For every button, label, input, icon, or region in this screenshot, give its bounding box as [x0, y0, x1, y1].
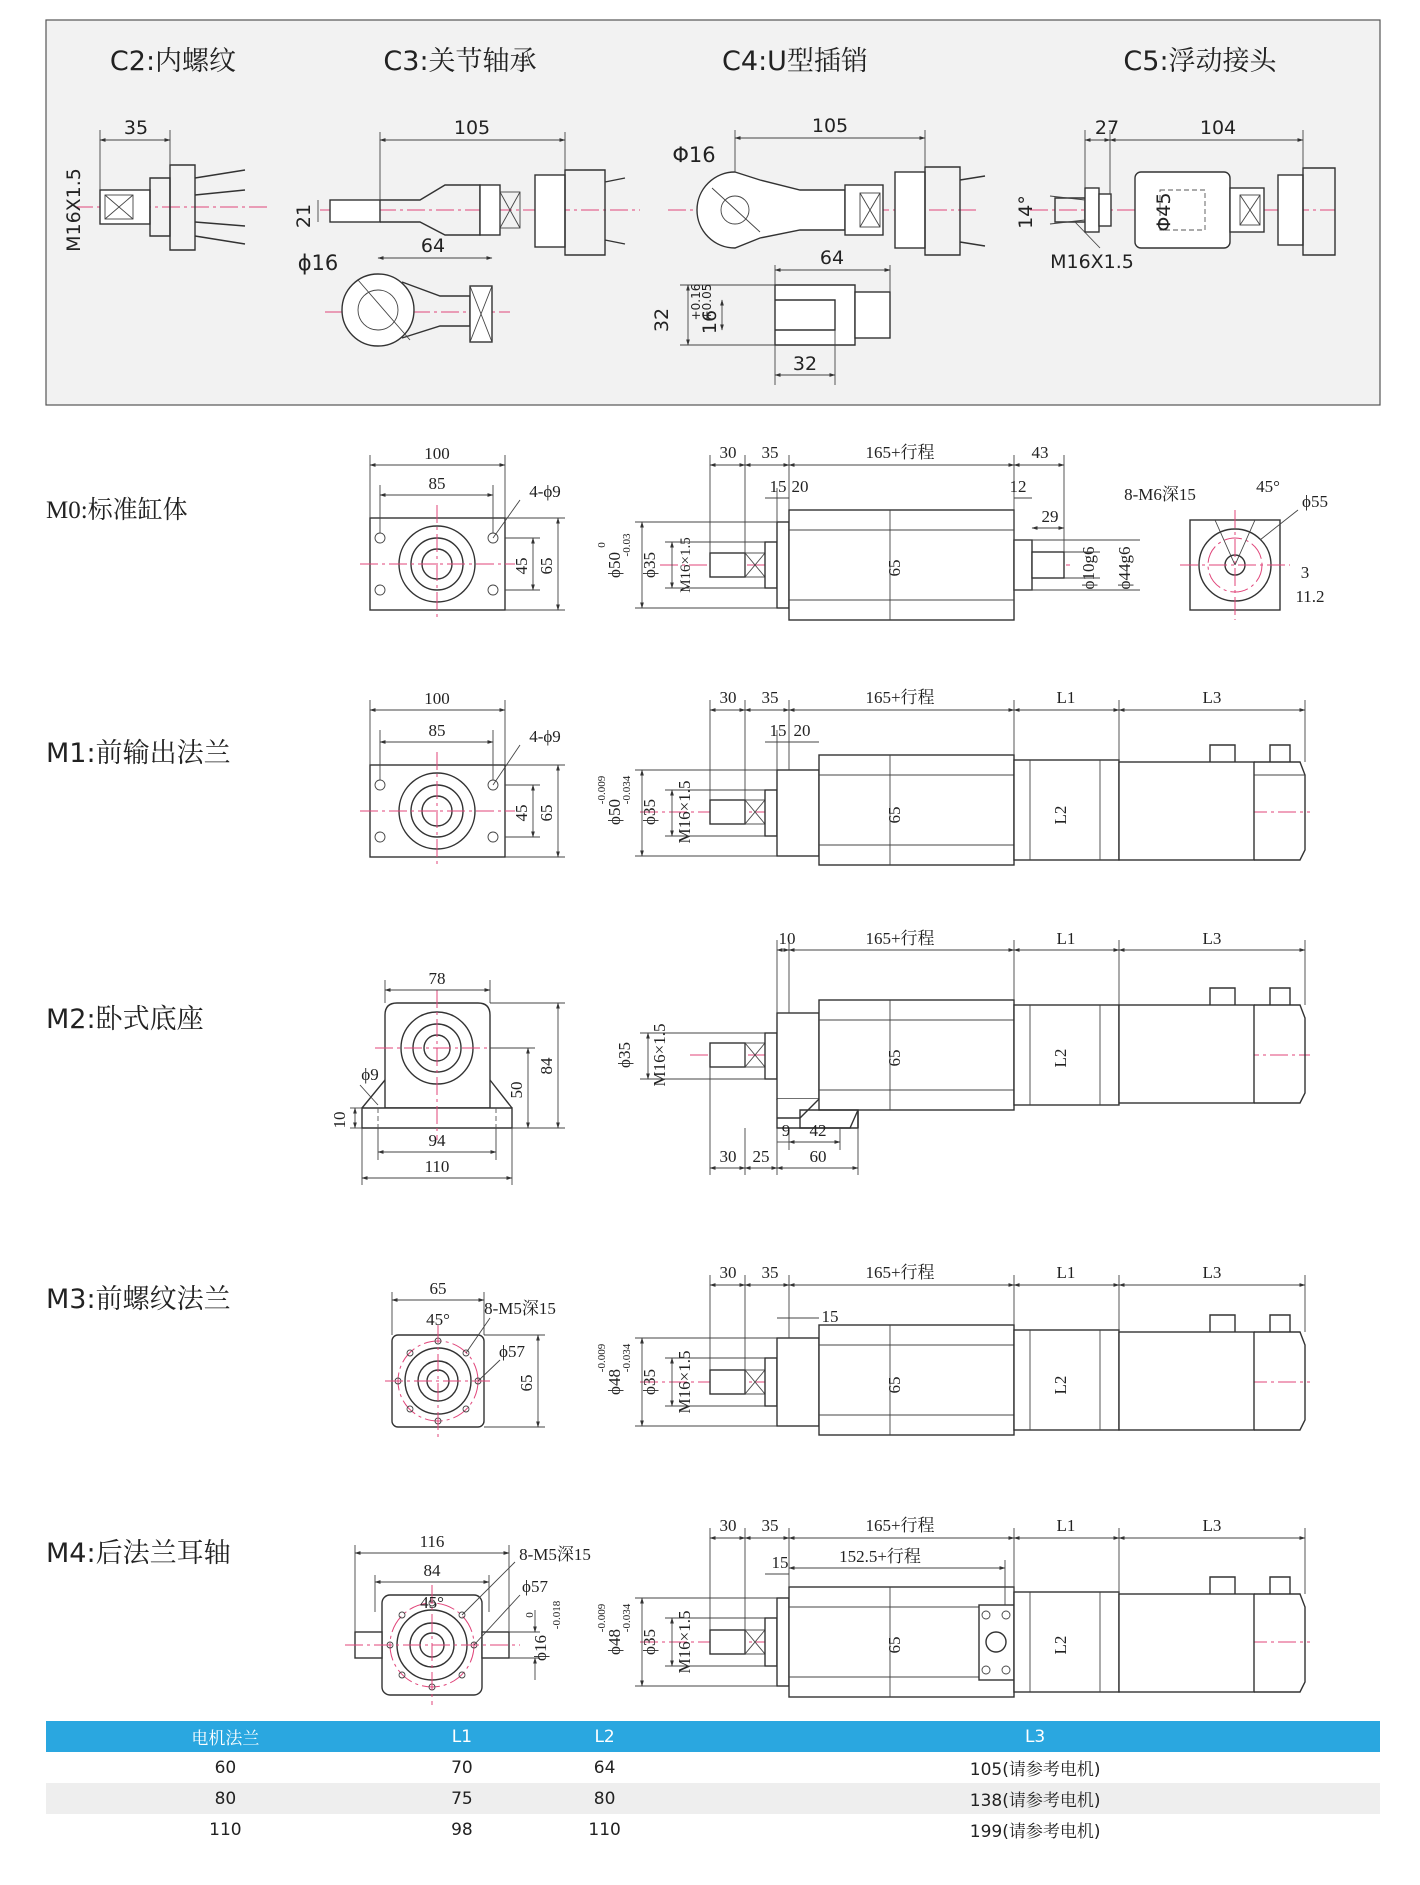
- svg-text:L3: L3: [1202, 929, 1222, 948]
- c5-title: C5:浮动接头: [1123, 46, 1277, 77]
- svg-text:65: 65: [537, 557, 556, 575]
- svg-text:84: 84: [423, 1561, 441, 1580]
- svg-text:45: 45: [512, 804, 531, 822]
- table-cell: 138(请参考电机): [690, 1783, 1380, 1814]
- svg-text:0: 0: [596, 542, 608, 548]
- svg-text:-0.034: -0.034: [621, 775, 633, 805]
- svg-text:ϕ9: ϕ9: [361, 1065, 379, 1084]
- header-l1: L1: [405, 1721, 519, 1752]
- m0-standard-cylinder: [46, 443, 1328, 620]
- m1-front-flange: [46, 688, 1310, 867]
- svg-text:15: 15: [771, 1553, 789, 1572]
- svg-text:9: 9: [781, 1121, 791, 1140]
- svg-text:15: 15: [821, 1307, 839, 1326]
- table-row: [46, 1814, 1380, 1845]
- svg-text:14°: 14°: [1015, 195, 1037, 229]
- svg-text:-0.018: -0.018: [551, 1600, 563, 1630]
- svg-text:ϕ35: ϕ35: [640, 799, 659, 825]
- table-row: [46, 1752, 1380, 1783]
- motor-flange-dimension-table: [46, 1721, 1380, 1845]
- svg-text:100: 100: [424, 689, 450, 708]
- svg-text:ϕ55: ϕ55: [1302, 492, 1328, 511]
- c3-title: C3:关节轴承: [383, 46, 537, 77]
- svg-text:85: 85: [428, 474, 446, 493]
- svg-text:8-M5深15: 8-M5深15: [484, 1299, 556, 1318]
- svg-text:L3: L3: [1202, 688, 1222, 707]
- svg-text:M16×1.5: M16×1.5: [675, 1350, 694, 1414]
- table-cell: 199(请参考电机): [969, 1822, 1101, 1842]
- svg-text:8-M6深15: 8-M6深15: [1124, 485, 1196, 504]
- svg-text:L1: L1: [1056, 1263, 1076, 1282]
- table-cell: 60: [214, 1757, 237, 1778]
- svg-text:65: 65: [429, 1279, 447, 1298]
- svg-text:65: 65: [885, 1636, 904, 1654]
- svg-text:32: 32: [651, 307, 673, 333]
- svg-text:-0.009: -0.009: [596, 1343, 608, 1373]
- svg-text:10: 10: [778, 929, 796, 948]
- m4-label: M4:后法兰耳轴: [46, 1538, 231, 1569]
- svg-text:L1: L1: [1056, 1516, 1076, 1535]
- svg-text:-0.009: -0.009: [596, 1603, 608, 1633]
- svg-text:15: 15: [769, 721, 787, 740]
- svg-text:8-M5深15: 8-M5深15: [519, 1545, 591, 1564]
- svg-text:78: 78: [428, 969, 446, 988]
- table-row: [46, 1783, 1380, 1814]
- m0-label: M0:标准缸体: [46, 497, 188, 524]
- svg-text:165+行程: 165+行程: [865, 1263, 935, 1282]
- svg-text:30: 30: [719, 1516, 737, 1535]
- svg-text:43: 43: [1031, 443, 1049, 462]
- svg-text:11.2: 11.2: [1295, 587, 1325, 606]
- svg-text:L1: L1: [1056, 688, 1076, 707]
- svg-text:64: 64: [819, 247, 845, 269]
- svg-text:104: 104: [1199, 117, 1237, 139]
- table-header-row: [46, 1721, 1380, 1752]
- svg-text:Φ16: Φ16: [672, 143, 716, 167]
- svg-text:65: 65: [517, 1374, 536, 1392]
- svg-text:116: 116: [419, 1532, 445, 1551]
- svg-text:65: 65: [885, 559, 904, 577]
- svg-text:-0.034: -0.034: [621, 1603, 633, 1633]
- svg-text:27: 27: [1094, 117, 1120, 139]
- svg-text:15: 15: [769, 477, 787, 496]
- svg-text:105: 105: [811, 115, 849, 137]
- header-l2: L2: [519, 1721, 690, 1752]
- table-cell: 110: [209, 1819, 242, 1840]
- svg-text:L3: L3: [1202, 1263, 1222, 1282]
- svg-text:65: 65: [537, 804, 556, 822]
- svg-text:M16×1.5: M16×1.5: [675, 780, 694, 844]
- svg-text:L2: L2: [1051, 1375, 1070, 1395]
- svg-text:45°: 45°: [1256, 477, 1280, 496]
- svg-text:ϕ57: ϕ57: [522, 1577, 548, 1596]
- svg-text:50: 50: [507, 1081, 526, 1099]
- svg-text:20: 20: [793, 721, 811, 740]
- svg-text:30: 30: [719, 1147, 737, 1166]
- svg-text:64: 64: [420, 235, 446, 257]
- svg-text:165+行程: 165+行程: [865, 1516, 935, 1535]
- m4-rear-flange-trunnion: [46, 1516, 1310, 1705]
- svg-text:35: 35: [123, 117, 149, 139]
- c2-title: C2:内螺纹: [109, 46, 237, 77]
- svg-text:105: 105: [453, 117, 491, 139]
- svg-text:45: 45: [512, 557, 531, 575]
- svg-text:165+行程: 165+行程: [865, 443, 935, 462]
- svg-text:35: 35: [761, 1263, 779, 1282]
- table-cell: 80: [519, 1783, 690, 1814]
- m3-front-thread-flange: [46, 1263, 1310, 1438]
- svg-text:12: 12: [1009, 477, 1027, 496]
- svg-text:+0.05: +0.05: [700, 283, 714, 321]
- svg-text:-0.034: -0.034: [621, 1343, 633, 1373]
- svg-text:4-ϕ9: 4-ϕ9: [529, 482, 561, 501]
- svg-text:M16X1.5: M16X1.5: [1050, 251, 1134, 273]
- svg-text:ϕ35: ϕ35: [640, 1369, 659, 1395]
- table-cell: 98: [451, 1819, 473, 1840]
- svg-text:65: 65: [885, 806, 904, 824]
- svg-text:ϕ48: ϕ48: [605, 1629, 624, 1655]
- svg-text:ϕ50: ϕ50: [605, 552, 624, 578]
- svg-text:152.5+行程: 152.5+行程: [839, 1547, 921, 1566]
- svg-text:ϕ16: ϕ16: [531, 1635, 550, 1661]
- svg-text:ϕ48: ϕ48: [605, 1369, 624, 1395]
- m2-label: M2:卧式底座: [46, 1004, 204, 1035]
- svg-text:110: 110: [424, 1157, 450, 1176]
- svg-text:L2: L2: [1051, 1048, 1070, 1068]
- svg-text:45°: 45°: [426, 1310, 450, 1329]
- svg-text:L2: L2: [1051, 1635, 1070, 1655]
- svg-text:32: 32: [792, 353, 818, 375]
- svg-text:165+行程: 165+行程: [865, 688, 935, 707]
- svg-text:16: 16: [699, 309, 721, 335]
- header-l3: L3: [690, 1721, 1380, 1752]
- c4-title: C4:U型插销: [722, 46, 868, 77]
- svg-text:65: 65: [885, 1376, 904, 1394]
- svg-text:-0.03: -0.03: [621, 533, 633, 557]
- table-cell: 75: [405, 1783, 519, 1814]
- svg-text:L3: L3: [1202, 1516, 1222, 1535]
- svg-text:25: 25: [752, 1147, 770, 1166]
- svg-text:21: 21: [293, 203, 315, 229]
- svg-text:30: 30: [719, 688, 737, 707]
- svg-text:3: 3: [1300, 563, 1310, 582]
- m3-label: M3:前螺纹法兰: [46, 1284, 231, 1315]
- svg-text:M16X1.5: M16X1.5: [63, 168, 85, 252]
- svg-text:60: 60: [809, 1147, 827, 1166]
- svg-text:35: 35: [761, 1516, 779, 1535]
- svg-text:M16×1.5: M16×1.5: [678, 537, 694, 593]
- svg-text:ϕ35: ϕ35: [640, 1629, 659, 1655]
- svg-text:85: 85: [428, 721, 446, 740]
- header-motor-flange: 电机法兰: [46, 1721, 405, 1752]
- svg-text:Φ45: Φ45: [1153, 192, 1175, 232]
- svg-text:ϕ50: ϕ50: [605, 799, 624, 825]
- svg-text:100: 100: [424, 444, 450, 463]
- svg-text:29: 29: [1041, 507, 1059, 526]
- svg-text:ϕ16: ϕ16: [297, 251, 339, 275]
- svg-text:ϕ44g6: ϕ44g6: [1115, 546, 1134, 590]
- table-cell: 110: [588, 1819, 621, 1840]
- m1-label: M1:前输出法兰: [46, 738, 231, 769]
- svg-text:84: 84: [537, 1057, 556, 1075]
- svg-text:35: 35: [761, 443, 779, 462]
- svg-text:L1: L1: [1056, 929, 1076, 948]
- svg-text:ϕ57: ϕ57: [499, 1342, 525, 1361]
- table-cell: 105(请参考电机): [969, 1760, 1101, 1780]
- svg-text:+0.16: +0.16: [689, 283, 703, 321]
- svg-text:M16×1.5: M16×1.5: [650, 1023, 669, 1087]
- svg-text:94: 94: [428, 1131, 446, 1150]
- svg-text:M16×1.5: M16×1.5: [675, 1610, 694, 1674]
- svg-text:30: 30: [719, 443, 737, 462]
- svg-text:-0.009: -0.009: [596, 775, 608, 805]
- m2-horizontal-base: [46, 929, 1310, 1185]
- svg-text:ϕ35: ϕ35: [640, 552, 659, 578]
- svg-text:0: 0: [524, 1612, 536, 1618]
- svg-text:35: 35: [761, 688, 779, 707]
- svg-text:65: 65: [885, 1049, 904, 1067]
- svg-text:L2: L2: [1051, 805, 1070, 825]
- svg-text:20: 20: [791, 477, 809, 496]
- svg-text:45°: 45°: [420, 1593, 444, 1612]
- svg-text:ϕ10g6: ϕ10g6: [1079, 546, 1098, 590]
- svg-text:10: 10: [330, 1111, 349, 1129]
- table-cell: 80: [46, 1783, 405, 1814]
- svg-text:165+行程: 165+行程: [865, 929, 935, 948]
- svg-text:4-ϕ9: 4-ϕ9: [529, 727, 561, 746]
- svg-text:ϕ35: ϕ35: [615, 1042, 634, 1068]
- svg-text:42: 42: [809, 1121, 827, 1140]
- svg-text:30: 30: [719, 1263, 737, 1282]
- table-cell: 70: [451, 1757, 473, 1778]
- table-cell: 64: [593, 1757, 616, 1778]
